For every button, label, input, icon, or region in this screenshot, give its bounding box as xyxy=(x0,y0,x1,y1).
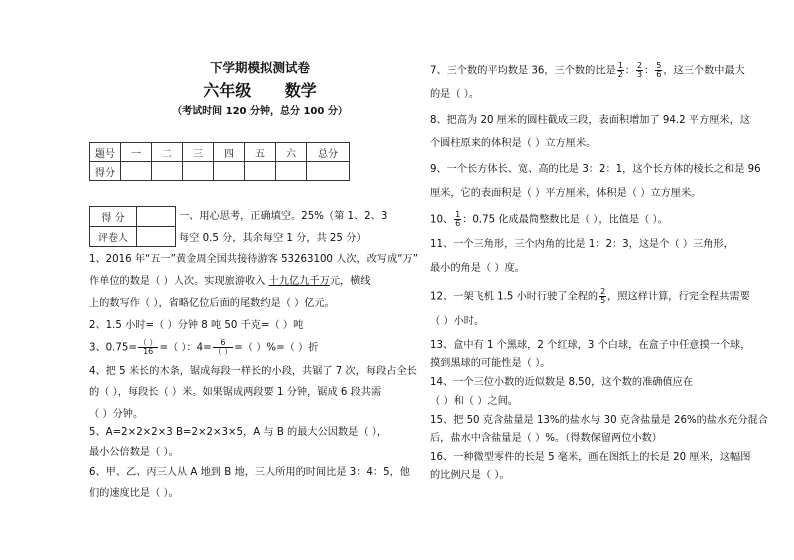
question-3 xyxy=(89,339,318,356)
fraction-denominator: 5 xyxy=(600,296,606,305)
question-1-line: 上的数写作（ ），省略亿位后面的尾数约是（ ）亿元。 xyxy=(89,298,335,309)
question-5-line: 最小公倍数是（ ）。 xyxy=(89,447,179,458)
fraction-numerator: 5 xyxy=(656,61,662,70)
question-14-line: （ ）和（ ）之间。 xyxy=(430,396,518,407)
fraction-denominator: 16 xyxy=(143,347,154,356)
fraction xyxy=(138,339,159,356)
question-16-line: 的比例尺是（ ）。 xyxy=(430,470,510,481)
score-table xyxy=(89,142,350,181)
fraction xyxy=(213,339,234,356)
fraction-numerator: 6 xyxy=(213,339,234,348)
fraction xyxy=(454,211,461,228)
score-header-cell: 五 xyxy=(245,143,276,162)
grader-score-label: 得 分 xyxy=(90,207,137,227)
fraction-denominator: 3 xyxy=(636,70,643,79)
score-header-cell: 题号 xyxy=(90,143,121,162)
fraction-numerator: 1 xyxy=(455,210,461,219)
score-cell[interactable] xyxy=(245,162,276,181)
score-header-cell: 四 xyxy=(214,143,245,162)
question-12-line: （ ）小时。 xyxy=(430,316,485,327)
score-cell[interactable] xyxy=(121,162,152,181)
score-header-row xyxy=(90,143,350,162)
score-header-cell: 总分 xyxy=(307,143,350,162)
question-14-line: 14、一个三位小数的近似数是 8.50，这个数的准确值应在 xyxy=(430,377,694,388)
score-cell[interactable] xyxy=(276,162,307,181)
question-text: ：0.75 化成最简整数比是（ ），比值是（ ）。 xyxy=(462,214,668,226)
question-8-line: 个圆柱原来的体积是（ ）立方厘米。 xyxy=(430,138,597,149)
question-text: ，这三个数中最大 xyxy=(663,65,745,77)
question-text: 12、一架飞机 1.5 小时行驶了全程的 xyxy=(430,291,599,303)
fraction xyxy=(599,288,606,305)
question-13-line: 摸到黑球的可能性是（ ）。 xyxy=(430,358,551,369)
question-text: 3、0.75= xyxy=(89,342,137,354)
score-header-cell: 三 xyxy=(183,143,214,162)
grader-table xyxy=(89,206,176,247)
grader-name-cell[interactable] xyxy=(137,227,176,247)
section-intro: 一、用心思考，正确填空。25%（第 1、2、3 xyxy=(179,211,388,222)
question-4-line: （ ）分钟。 xyxy=(89,409,144,420)
fraction xyxy=(636,62,643,79)
question-4-line: 4、把 5 米长的木条，锯成每段一样长的小段，共锯了 7 次，每段占全长 xyxy=(89,366,417,377)
question-15-line: 15、把 50 克含盐量是 13%的盐水与 30 克含盐量是 26%的盐水充分混合 xyxy=(430,415,768,426)
question-15-line: 后，盐水中含盐量是（ ）%。（得数保留两位小数） xyxy=(430,433,662,444)
question-4-line: 的（ ），每段长（ ）米。如果锯成两段要 1 分钟，锯成 6 段共需 xyxy=(89,387,382,398)
fraction-numerator: 1 xyxy=(617,61,623,70)
question-9-line: 厘米，它的表面积是（ ）平方厘米，体积是（ ）立方厘米。 xyxy=(430,188,702,199)
exam-info: （考试时间 120 分钟，总分 100 分） xyxy=(172,106,348,117)
question-text: 作单位的数是（ ）人次。实现旅游收入 xyxy=(89,276,269,287)
question-2: 2、1.5 小时=（ ）分钟 8 吨 50 千克=（ ）吨 xyxy=(89,320,304,331)
fraction-denominator: 2 xyxy=(617,70,623,79)
exam-subtitle: 六年级 数学 xyxy=(203,81,317,100)
score-cell[interactable] xyxy=(307,162,350,181)
question-9-line: 9、一个长方体长、宽、高的比是 3：2：1，这个长方体的棱长之和是 96 xyxy=(430,164,761,175)
question-6-line: 6、甲、乙、丙三人从 A 地到 B 地，三人所用的时间比是 3：4：5，他 xyxy=(89,467,410,478)
score-cell[interactable] xyxy=(152,162,183,181)
score-value-row xyxy=(90,162,350,181)
question-11-line: 最小的角是（ ）度。 xyxy=(430,263,525,274)
underlined-amount: 十九亿九千万 xyxy=(268,276,330,287)
fraction-numerator: （ ） xyxy=(138,338,158,347)
fraction-numerator: 2 xyxy=(600,287,606,296)
fraction-numerator: 2 xyxy=(636,61,643,70)
question-11-line: 11、一个三角形，三个内角的比是 1：2：3，这是个（ ）三角形， xyxy=(430,239,734,250)
fraction xyxy=(617,62,624,79)
score-cell[interactable] xyxy=(183,162,214,181)
exam-title: 下学期模拟测试卷 xyxy=(209,60,310,75)
score-header-cell: 二 xyxy=(152,143,183,162)
score-row-label: 得分 xyxy=(90,162,121,181)
fraction xyxy=(655,62,662,79)
grader-score-cell[interactable] xyxy=(137,207,176,227)
grader-name-label: 评卷人 xyxy=(90,227,137,247)
question-5-line: 5、A=2×2×2×3 B=2×2×3×5，A 与 B 的最大公因数是（ ）， xyxy=(89,427,388,438)
question-text: 元，横线 xyxy=(329,276,371,287)
question-8-line: 8、把高为 20 厘米的圆柱截成三段，表面积增加了 94.2 平方厘米，这 xyxy=(430,115,750,126)
question-7-line: 的是（ ）。 xyxy=(430,89,480,100)
question-text: =（ ）%=（ ）折 xyxy=(234,342,319,354)
question-text: 7、三个数的平均数是 36，三个数的比是 xyxy=(430,65,616,77)
question-text: 10、 xyxy=(430,214,454,226)
question-text: ： xyxy=(644,65,655,77)
question-text: =（ ）：4= xyxy=(159,342,212,354)
question-12-line xyxy=(430,288,750,305)
fraction-denominator: 6 xyxy=(656,70,662,79)
question-1-line xyxy=(89,275,371,289)
score-cell[interactable] xyxy=(214,162,245,181)
question-text: ，照这样计算，行完全程共需要 xyxy=(607,291,750,303)
question-text: ： xyxy=(624,65,635,77)
score-header-cell: 六 xyxy=(276,143,307,162)
fraction-denominator: （ ） xyxy=(213,347,233,356)
score-header-cell: 一 xyxy=(121,143,152,162)
question-10 xyxy=(430,211,668,228)
question-7-line xyxy=(430,62,745,79)
question-6-line: 们的速度比是（ ）。 xyxy=(89,488,179,499)
section-intro: 每空 0.5 分，其余每空 1 分，共 25 分） xyxy=(179,233,367,244)
question-13-line: 13、盒中有 1 个黑球，2 个红球，3 个白球，在盒子中任意摸一个球， xyxy=(430,340,751,351)
question-1-line: 1、2016 年“五一”黄金周全国共接待游客 53263100 人次，改写成“万” xyxy=(89,254,419,265)
question-16-line: 16、一种微型零件的长是 5 毫米，画在图纸上的长是 20 厘米，这幅图 xyxy=(430,452,751,463)
fraction-denominator: 6 xyxy=(455,219,461,228)
